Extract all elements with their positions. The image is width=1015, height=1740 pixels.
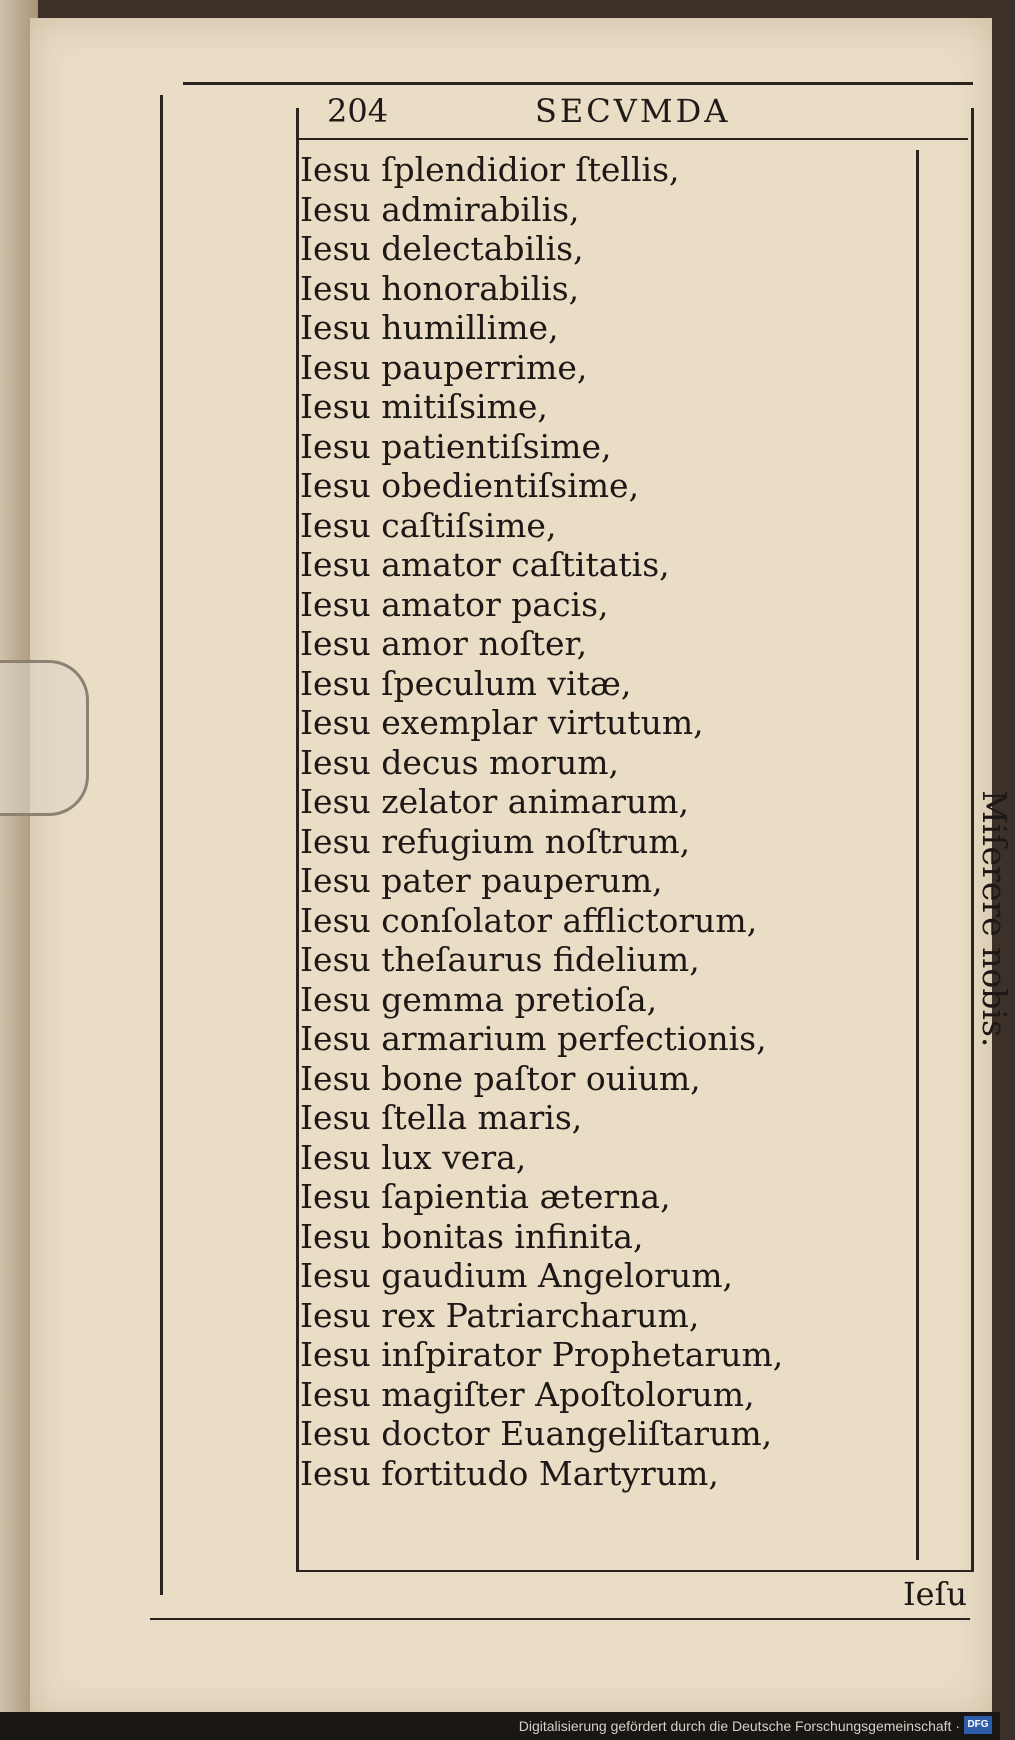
litany-line: Iesu armarium perfectionis,	[300, 1019, 767, 1058]
clasp-icon	[0, 660, 89, 816]
litany-line: Iesu humillime,	[300, 308, 559, 347]
litany-line: Iesu conſolator afflictorum,	[300, 900, 758, 940]
litany-line: Iesu obedientiſsime,	[300, 466, 640, 505]
refrain-rule	[916, 150, 919, 1560]
dfg-logo-icon: DFG	[964, 1716, 992, 1734]
footer-credit: Digitalisierung gefördert durch die Deutsche Forschungsgemeinschaft ·	[518, 1718, 960, 1734]
litany-line: Iesu patientiſsime,	[300, 426, 612, 466]
litany-line: Iesu exemplar virtutum,	[300, 703, 704, 742]
litany-line: Iesu ſplendidior ſtellis,	[300, 150, 680, 189]
litany-line: Iesu decus morum,	[300, 742, 620, 782]
litany-line: Iesu bonitas infinita,	[300, 1216, 644, 1256]
litany-line: Iesu pater pauperum,	[300, 861, 663, 900]
litany-line: Iesu amator pacis,	[300, 584, 609, 624]
litany-line: Iesu doctor Euangeliſtarum,	[300, 1414, 773, 1453]
litany-line: Iesu fortitudo Martyrum,	[300, 1453, 719, 1493]
litany-line: Iesu pauperrime,	[300, 347, 588, 387]
litany-line: Iesu inſpirator Prophetarum,	[300, 1335, 784, 1374]
refrain-text: Miſerere nobis.	[975, 790, 1014, 1048]
refrain-container	[975, 790, 1015, 1090]
litany-line: Iesu magiſter Apoſtolorum,	[300, 1374, 755, 1414]
running-head: SECVMDA	[535, 92, 731, 130]
litany-line: Iesu delectabilis,	[300, 229, 584, 268]
litany-line: Iesu gaudium Angelorum,	[300, 1256, 733, 1295]
litany-line: Iesu ſpeculum vitæ,	[300, 663, 632, 703]
litany-line: Iesu caſtiſsime,	[300, 505, 557, 545]
header-rule	[296, 138, 968, 140]
top-rule	[183, 82, 973, 85]
page-number: 204	[327, 92, 389, 130]
litany-line: Iesu bone paſtor ouium,	[300, 1058, 701, 1098]
bottom-rule	[150, 1618, 970, 1620]
litany-line: Iesu ſtella maris,	[300, 1098, 583, 1137]
litany-line: Iesu honorabilis,	[300, 268, 580, 308]
catchword: Ieſu	[903, 1575, 968, 1613]
litany-line: Iesu zelator animarum,	[300, 782, 690, 821]
litany-line: Iesu mitiſsime,	[300, 387, 548, 426]
litany-line: Iesu refugium noſtrum,	[300, 821, 691, 861]
litany-line: Iesu admirabilis,	[300, 189, 580, 229]
litany-line: Iesu amator caſtitatis,	[300, 545, 670, 584]
litany-line: Iesu lux vera,	[300, 1137, 527, 1177]
litany-line: Iesu theſaurus fidelium,	[300, 940, 700, 979]
litany-line: Iesu rex Patriarcharum,	[300, 1295, 700, 1335]
litany-lines	[300, 150, 910, 1493]
litany-line: Iesu gemma pretioſa,	[300, 979, 658, 1019]
litany-line: Iesu amor noſter,	[300, 624, 588, 663]
litany-line: Iesu ſapientia æterna,	[300, 1177, 671, 1216]
left-rule	[160, 95, 163, 1595]
